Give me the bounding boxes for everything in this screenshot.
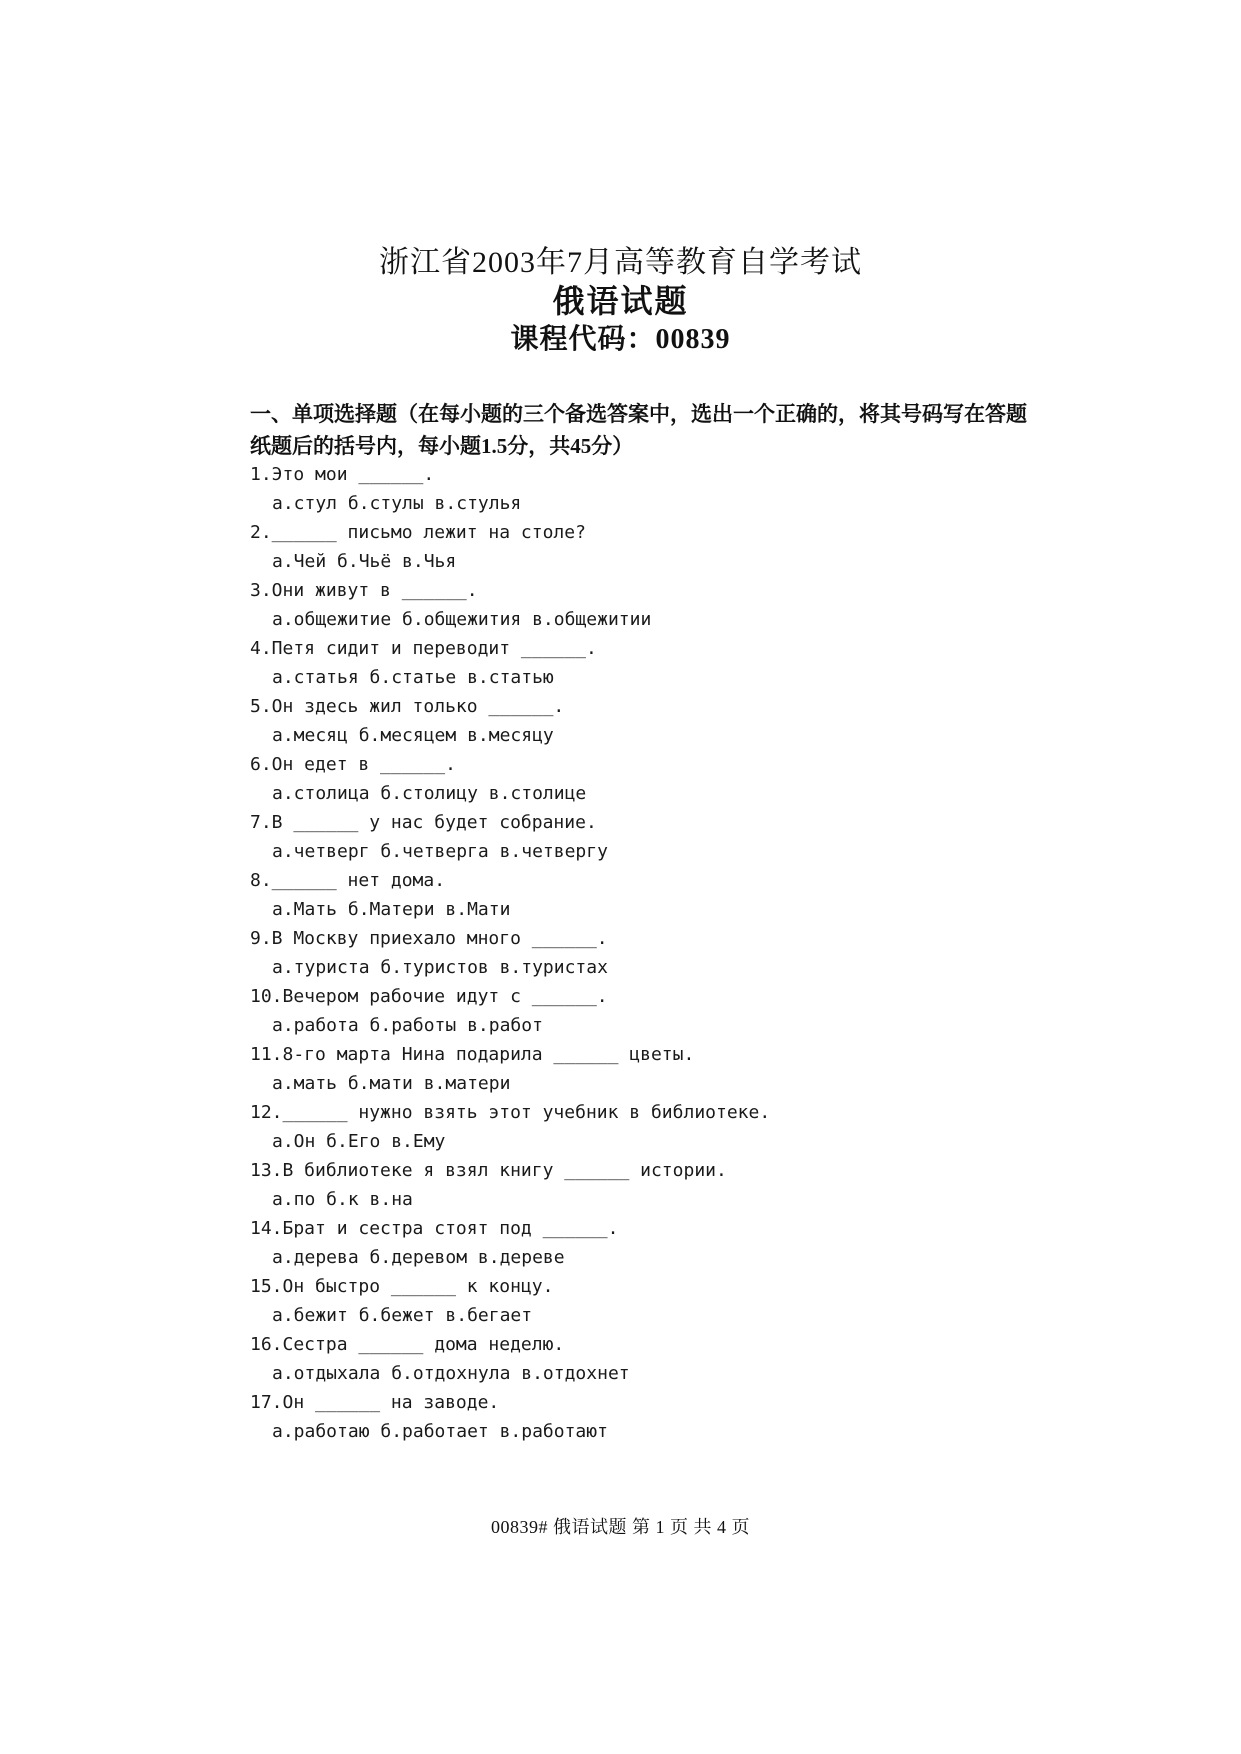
- exam-title: 浙江省2003年7月高等教育自学考试: [379, 246, 862, 279]
- question-stem: 9.В Москву приехало много ______.: [250, 928, 608, 949]
- question-item: [250, 518, 1150, 576]
- question-item: [250, 634, 1150, 692]
- question-options: а.месяц б.месяцем в.месяцу: [272, 725, 554, 746]
- question-item: [250, 1098, 1150, 1156]
- question-item: [250, 1156, 1150, 1214]
- question-options: а.туриста б.туристов в.туристах: [272, 957, 608, 978]
- question-options: а.работа б.работы в.работ: [272, 1015, 543, 1036]
- question-item: [250, 460, 1150, 518]
- question-options: а.статья б.статье в.статью: [272, 667, 554, 688]
- question-stem: 14.Брат и сестра стоят под ______.: [250, 1218, 619, 1239]
- question-options: а.бежит б.бежет в.бегает: [272, 1305, 533, 1326]
- question-options: а.Мать б.Матери в.Мати: [272, 899, 511, 920]
- question-options: а.мать б.мати в.матери: [272, 1073, 511, 1094]
- question-item: [250, 1330, 1150, 1388]
- question-item: [250, 1272, 1150, 1330]
- page-footer: 00839# 俄语试题 第 1 页 共 4 页: [491, 1517, 750, 1537]
- question-item: [250, 808, 1150, 866]
- question-stem: 5.Он здесь жил только ______.: [250, 696, 565, 717]
- question-item: [250, 924, 1150, 982]
- section-heading: 一、单项选择题（在每小题的三个备选答案中，选出一个正确的，将其号码写在答题纸题后的括号内，每小题1.5分，共45分）: [250, 402, 1027, 458]
- question-options: а.общежитие б.общежития в.общежитии: [272, 609, 652, 630]
- question-options: а.четверг б.четверга в.четвергу: [272, 841, 608, 862]
- question-item: [250, 1388, 1150, 1446]
- question-stem: 16.Сестра ______ дома неделю.: [250, 1334, 565, 1355]
- question-stem: 3.Они живут в ______.: [250, 580, 478, 601]
- question-stem: 13.В библиотеке я взял книгу ______ истории.: [250, 1160, 727, 1181]
- question-stem: 10.Вечером рабочие идут с ______.: [250, 986, 608, 1007]
- question-stem: 15.Он быстро ______ к концу.: [250, 1276, 554, 1297]
- question-item: [250, 576, 1150, 634]
- question-item: [250, 750, 1150, 808]
- question-stem: 1.Это мои ______.: [250, 464, 435, 485]
- course-code: 课程代码：00839: [510, 324, 731, 355]
- question-options: а.отдыхала б.отдохнула в.отдохнет: [272, 1363, 630, 1384]
- question-item: [250, 1040, 1150, 1098]
- question-stem: 11.8-го марта Нина подарила ______ цветы.: [250, 1044, 695, 1065]
- question-stem: 7.В ______ у нас будет собрание.: [250, 812, 597, 833]
- question-stem: 6.Он едет в ______.: [250, 754, 456, 775]
- question-stem: 17.Он ______ на заводе.: [250, 1392, 500, 1413]
- question-options: а.Он б.Его в.Ему: [272, 1131, 446, 1152]
- question-options: а.Чей б.Чьё в.Чья: [272, 551, 457, 572]
- question-item: [250, 866, 1150, 924]
- question-stem: 8.______ нет дома.: [250, 870, 446, 891]
- question-item: [250, 1214, 1150, 1272]
- question-list: [250, 460, 1150, 1446]
- question-item: [250, 692, 1150, 750]
- question-options: а.работаю б.работает в.работают: [272, 1421, 608, 1442]
- question-item: [250, 982, 1150, 1040]
- question-options: а.стул б.стулы в.стулья: [272, 493, 522, 514]
- question-options: а.по б.к в.на: [272, 1189, 413, 1210]
- question-options: а.столица б.столицу в.столице: [272, 783, 587, 804]
- question-options: а.дерева б.деревом в.дереве: [272, 1247, 565, 1268]
- question-stem: 12.______ нужно взять этот учебник в библиотеке.: [250, 1102, 771, 1123]
- question-stem: 2.______ письмо лежит на столе?: [250, 522, 586, 543]
- subject-title: 俄语试题: [552, 283, 689, 319]
- question-stem: 4.Петя сидит и переводит ______.: [250, 638, 597, 659]
